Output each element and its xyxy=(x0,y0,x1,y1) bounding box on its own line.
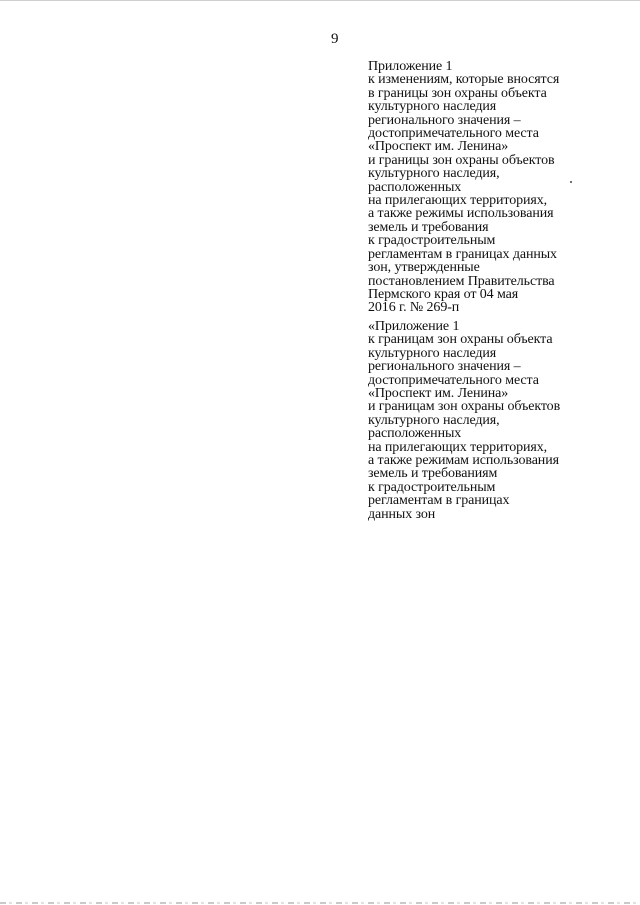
annex-header-line: регламентам в границах данных xyxy=(368,246,557,262)
annex-header-line: к изменениям, которые вносятся xyxy=(368,72,560,88)
quoted-annex-header-line: культурного наследия, xyxy=(368,412,500,428)
quoted-annex-header-block xyxy=(368,320,608,521)
quoted-annex-header-line: достопримечательного места xyxy=(368,372,539,388)
quoted-annex-header-line: а также режимам использования xyxy=(368,453,559,469)
annex-header-line: и границы зон охраны объектов xyxy=(368,152,555,168)
quoted-annex-header-line: земель и требованиям xyxy=(368,466,498,482)
quoted-annex-header-line: культурного наследия xyxy=(368,345,497,361)
annex-header-line: а также режимы использования xyxy=(368,206,554,222)
annex-header-line: к градостроительным xyxy=(368,233,496,249)
annex-header-line: земель и требования xyxy=(368,219,489,235)
scan-bottom-edge xyxy=(0,902,640,904)
quoted-annex-header-line: к градостроительным xyxy=(368,479,496,495)
quoted-annex-header-line: на прилегающих территориях, xyxy=(368,439,548,455)
annex-header-line: расположенных xyxy=(368,179,462,195)
quoted-annex-header-line: регламентам в границах xyxy=(368,493,510,509)
scan-top-edge xyxy=(0,0,640,1)
annex-header-line: в границы зон охраны объекта xyxy=(368,85,547,101)
annex-header-line: на прилегающих территориях, xyxy=(368,193,548,209)
page-number: 9 xyxy=(331,31,339,47)
annex-header-line: «Проспект им. Ленина» xyxy=(368,139,509,155)
annex-header-line: достопримечательного места xyxy=(368,126,539,142)
quoted-annex-header-line: к границам зон охраны объекта xyxy=(368,332,553,348)
annex-header-line: 2016 г. № 269-п xyxy=(368,300,460,316)
annex-header-block xyxy=(368,60,608,315)
quoted-annex-header-line: и границам зон охраны объектов xyxy=(368,399,561,415)
scan-speck xyxy=(570,181,572,183)
quoted-annex-header-line: регионального значения – xyxy=(368,359,521,375)
annex-header-line: регионального значения – xyxy=(368,112,521,128)
annex-header-line: культурного наследия, xyxy=(368,166,500,182)
quoted-annex-header-line: «Проспект им. Ленина» xyxy=(368,386,509,402)
annex-header-line: Приложение 1 xyxy=(368,59,453,74)
annex-header-line: культурного наследия xyxy=(368,99,497,115)
quoted-annex-header-line: расположенных xyxy=(368,426,462,442)
quoted-annex-header-line: «Приложение 1 xyxy=(368,319,460,334)
annex-header-line: постановлением Правительства xyxy=(368,273,555,289)
annex-header-line: Пермского края от 04 мая xyxy=(368,286,519,302)
quoted-annex-header-line: данных зон xyxy=(368,506,436,522)
annex-header-line: зон, утвержденные xyxy=(368,260,480,276)
